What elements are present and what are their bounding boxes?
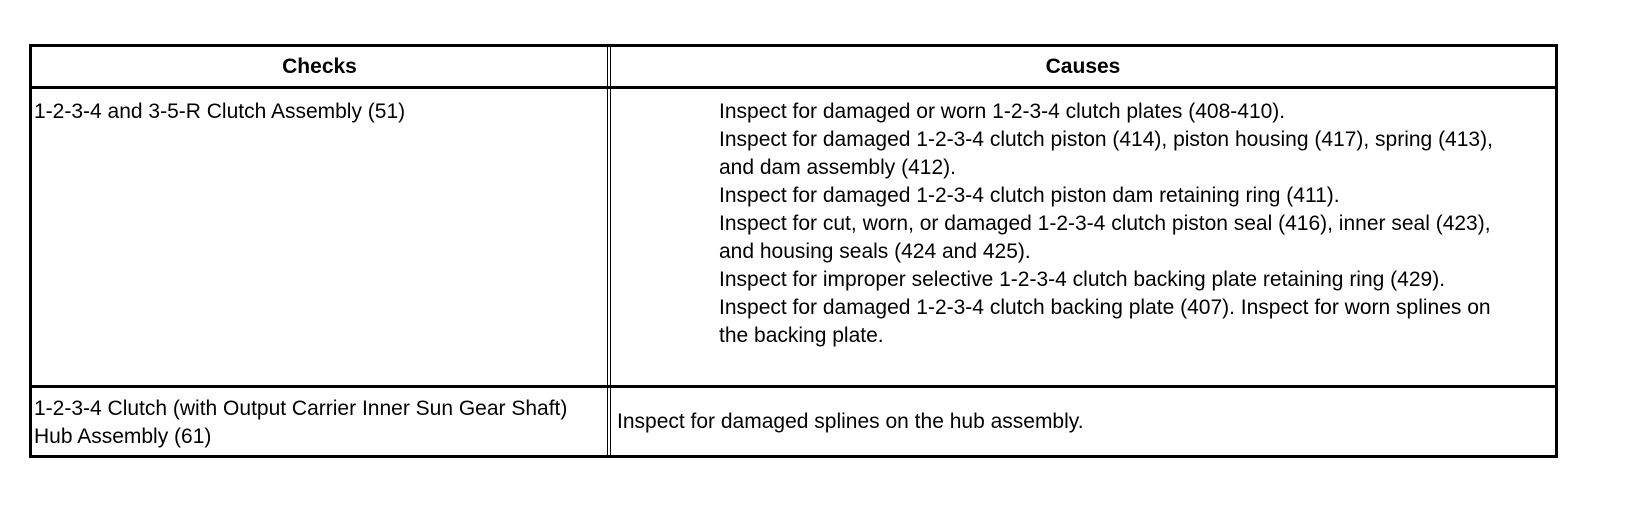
check-cell: 1-2-3-4 and 3-5-R Clutch Assembly (51) bbox=[32, 89, 611, 385]
table-row bbox=[32, 385, 1555, 455]
causes-cell bbox=[611, 388, 1555, 455]
header-checks: Checks bbox=[32, 47, 611, 86]
causes-cell bbox=[611, 89, 1555, 385]
cause-item: Inspect for damaged 1-2-3-4 clutch backing plate (407). Inspect for worn splines on the backing plate. bbox=[719, 296, 1491, 347]
cause-item: Inspect for damaged splines on the hub assembly. bbox=[617, 409, 1084, 433]
table-row bbox=[32, 86, 1555, 385]
check-cell: 1-2-3-4 Clutch (with Output Carrier Inner Sun Gear Shaft) Hub Assembly (61) bbox=[32, 388, 611, 455]
cause-item: Inspect for cut, worn, or damaged 1-2-3-4 clutch piston seal (416), inner seal (423), and housing seals (424 and 425). bbox=[719, 212, 1491, 263]
cause-item: Inspect for damaged 1-2-3-4 clutch piston (414), piston housing (417), spring (413), and dam assembly (412). bbox=[719, 128, 1493, 179]
cause-item: Inspect for improper selective 1-2-3-4 clutch backing plate retaining ring (429). bbox=[719, 268, 1446, 291]
table-header-row bbox=[32, 47, 1555, 86]
diagnosis-table bbox=[29, 44, 1558, 458]
cause-item: Inspect for damaged or worn 1-2-3-4 clutch plates (408-410). bbox=[719, 100, 1286, 123]
cause-item: Inspect for damaged 1-2-3-4 clutch piston dam retaining ring (411). bbox=[719, 184, 1340, 207]
header-causes: Causes bbox=[1045, 54, 1121, 78]
